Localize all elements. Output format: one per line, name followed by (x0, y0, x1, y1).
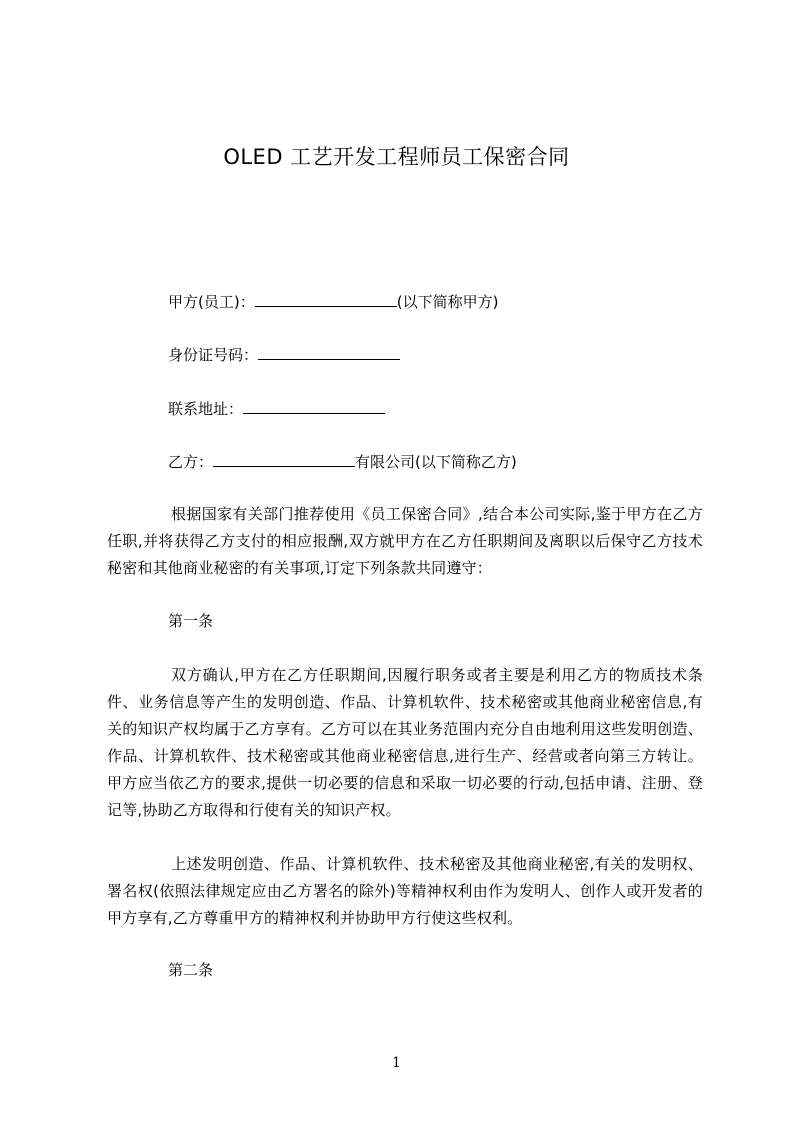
party-b-suffix: 有限公司(以下简称乙方) (355, 453, 517, 471)
id-number-blank (258, 344, 400, 360)
article-2-heading: 第二条 (168, 961, 214, 979)
page-number: 1 (392, 1055, 401, 1071)
party-a-suffix: (以下简称甲方) (396, 293, 499, 311)
party-a-label: 甲方(员工)： (168, 293, 255, 311)
article-1-heading: 第一条 (168, 612, 214, 630)
party-a-field (168, 291, 498, 312)
address-blank (243, 398, 385, 414)
party-b-blank (213, 451, 355, 467)
article-1-paragraph-2: 上述发明创造、作品、计算机软件、技术秘密及其他商业秘密,有关的发明权、署名权(依照法律规定应由乙方署名的除外)等精神权利由作为发明人、创作人或开发者的甲方享有,乙方尊重甲方的精神权利并协助甲方行使这些权利。 (107, 855, 703, 927)
document-title: OLED 工艺开发工程师员工保密合同 (223, 145, 570, 169)
party-b-field (168, 451, 517, 472)
intro-paragraph: 根据国家有关部门推荐使用《员工保密合同》,结合本公司实际,鉴于甲方在乙方任职,并将获得乙方支付的相应报酬,双方就甲方在乙方任职期间及离职以后保守乙方技术秘密和其他商业秘密的有关事项,订定下列条款共同遵守： (107, 505, 703, 577)
party-a-blank (255, 291, 397, 307)
id-number-field (168, 344, 400, 365)
id-number-label: 身份证号码： (168, 346, 259, 364)
party-b-label: 乙方： (168, 453, 214, 471)
article-1-paragraph-1: 双方确认,甲方在乙方任职期间,因履行职务或者主要是利用乙方的物质技术条件、业务信息等产生的发明创造、作品、计算机软件、技术秘密或其他商业秘密信息,有关的知识产权均属于乙方享有。乙方可以在其业务范围内充分自由地利用这些发明创造、作品、计算机软件、技术秘密或其他商业秘密信息,进行生产、经营或者向第三方转让。甲方应当依乙方的要求,提供一切必要的信息和采取一切必要的行动,包括申请、注册、登记等,协助乙方取得和行使有关的知识产权。 (107, 666, 703, 819)
address-label: 联系地址： (168, 400, 244, 418)
address-field (168, 398, 385, 419)
